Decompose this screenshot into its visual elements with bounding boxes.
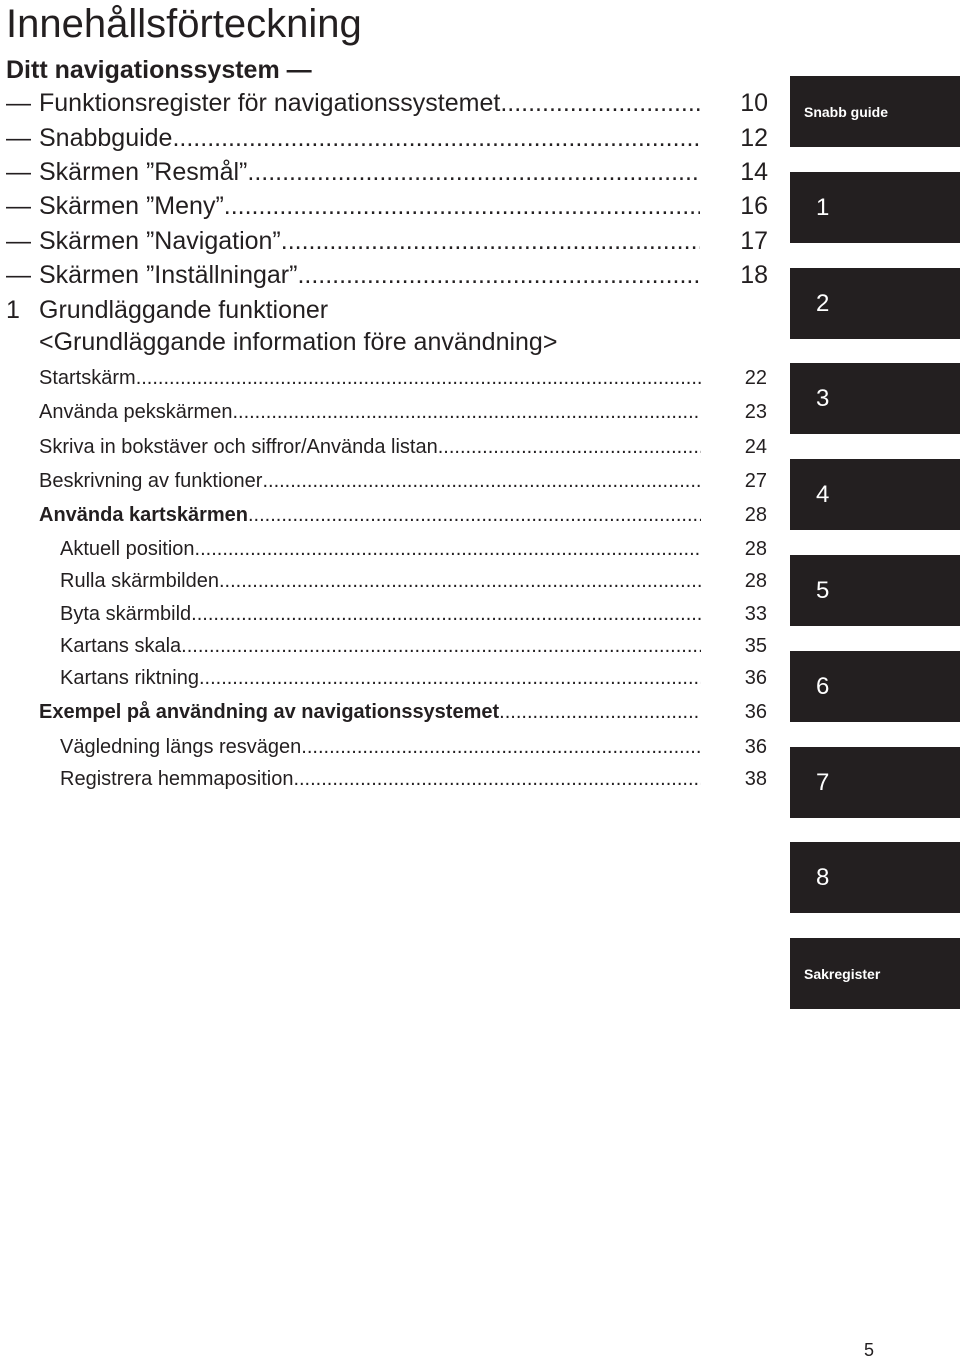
toc-entry-label: Skärmen ”Navigation” [39, 227, 281, 255]
toc-entry[interactable] [39, 697, 767, 727]
tab-chapter-4[interactable]: 4 [790, 459, 960, 530]
toc-entry-page: 38 [744, 768, 767, 790]
toc-entry-label: Vägledning längs resvägen [60, 736, 302, 758]
page-title: Innehållsförteckning [6, 2, 362, 46]
toc-entry[interactable] [6, 121, 768, 155]
toc-entry[interactable] [6, 86, 768, 120]
toc-entry-label: Kartans riktning [60, 667, 199, 689]
toc-entry-label: Använda kartskärmen [39, 504, 248, 526]
toc-entry-label: Beskrivning av funktioner [39, 470, 263, 492]
toc-entry-label: Skärmen ”Resmål” [39, 158, 248, 186]
tab-chapter-3[interactable]: 3 [790, 363, 960, 434]
toc-entry-page: 16 [740, 192, 768, 220]
leader-dots [172, 121, 700, 155]
toc-entry[interactable] [60, 764, 767, 794]
leader-dots [219, 566, 701, 596]
toc-entry-label: Startskärm [39, 367, 136, 389]
leader-dots [301, 732, 701, 762]
toc-entry-page: 28 [744, 570, 767, 592]
toc-entry-label: Kartans skala [60, 635, 182, 657]
chapter-subtitle: <Grundläggande information före användning> [39, 328, 558, 356]
tab-sakregister[interactable]: Sakregister [790, 938, 960, 1009]
leader-dots [297, 258, 700, 292]
leader-dots [293, 764, 701, 794]
toc-entry[interactable] [39, 466, 767, 496]
leader-dots [232, 397, 701, 427]
toc-entry-label: Snabbguide [39, 124, 173, 152]
chapter-number: 1 [6, 296, 20, 324]
toc-entry-dash: — [6, 89, 31, 117]
toc-entry[interactable] [6, 155, 768, 189]
toc-entry-label: Funktionsregister för navigationssystemet [39, 89, 501, 117]
tab-snabb-guide[interactable]: Snabb guide [790, 76, 960, 147]
toc-entry[interactable] [60, 566, 767, 596]
tab-chapter-2[interactable]: 2 [790, 268, 960, 339]
leader-dots [281, 224, 700, 258]
leader-dots [500, 86, 700, 120]
tab-chapter-7[interactable]: 7 [790, 747, 960, 818]
toc-entry-dash: — [6, 227, 31, 255]
toc-entry-page: 36 [744, 736, 767, 758]
toc-entry-page: 23 [744, 401, 767, 423]
toc-entry-dash: — [6, 124, 31, 152]
toc-entry-page: 22 [744, 367, 767, 389]
leader-dots [191, 599, 701, 629]
leader-dots [247, 155, 700, 189]
toc-entry[interactable] [39, 363, 767, 393]
toc-entry[interactable] [60, 599, 767, 629]
section-heading: Ditt navigationssystem — [6, 56, 312, 84]
toc-entry[interactable] [6, 258, 768, 292]
toc-entry[interactable] [60, 663, 767, 693]
toc-entry-label: Använda pekskärmen [39, 401, 233, 423]
toc-entry-page: 10 [740, 89, 768, 117]
page-number: 5 [863, 1340, 874, 1360]
toc-entry-dash: — [6, 261, 31, 289]
toc-entry-page: 17 [740, 227, 768, 255]
toc-entry-label: Skriva in bokstäver och siffror/Använda listan [39, 436, 438, 458]
toc-entry-page: 36 [744, 667, 767, 689]
leader-dots [195, 534, 701, 564]
toc-entry[interactable] [39, 500, 767, 530]
tab-chapter-8[interactable]: 8 [790, 842, 960, 913]
toc-entry-label: Exempel på användning av navigationssystemet [39, 701, 500, 723]
toc-entry-dash: — [6, 158, 31, 186]
toc-entry-page: 35 [744, 635, 767, 657]
toc-entry-label: Registrera hemmaposition [60, 768, 294, 790]
toc-entry-page: 27 [744, 470, 767, 492]
toc-entry[interactable] [39, 397, 767, 427]
chapter-tabs [790, 0, 960, 1361]
toc-entry-page: 28 [744, 504, 767, 526]
toc-entry-page: 14 [740, 158, 768, 186]
toc-entry-page: 18 [740, 261, 768, 289]
tab-chapter-6[interactable]: 6 [790, 651, 960, 722]
toc-entry-page: 24 [744, 436, 767, 458]
toc-entry[interactable] [6, 224, 768, 258]
leader-dots [499, 697, 701, 727]
toc-entry-page: 12 [740, 124, 768, 152]
leader-dots [262, 466, 701, 496]
leader-dots [181, 631, 701, 661]
toc-entry[interactable] [39, 432, 767, 462]
chapter-heading [6, 294, 328, 326]
leader-dots [224, 189, 700, 223]
toc-entry-label: Skärmen ”Inställningar” [39, 261, 298, 289]
tab-chapter-1[interactable]: 1 [790, 172, 960, 243]
tab-chapter-5[interactable]: 5 [790, 555, 960, 626]
toc-entry-page: 33 [744, 603, 767, 625]
toc-entry[interactable] [6, 189, 768, 223]
leader-dots [248, 500, 701, 530]
chapter-title: Grundläggande funktioner [39, 296, 329, 324]
toc-entry-page: 36 [744, 701, 767, 723]
leader-dots [438, 432, 701, 462]
toc-entry-label: Skärmen ”Meny” [39, 192, 224, 220]
leader-dots [199, 663, 701, 693]
toc-entry-label: Aktuell position [60, 538, 195, 560]
toc-entry[interactable] [60, 534, 767, 564]
toc-entry-label: Byta skärmbild [60, 603, 192, 625]
toc-entry-label: Rulla skärmbilden [60, 570, 219, 592]
toc-entry[interactable] [60, 732, 767, 762]
toc-entry-page: 28 [744, 538, 767, 560]
leader-dots [136, 363, 701, 393]
toc-entry[interactable] [60, 631, 767, 661]
toc-entry-dash: — [6, 192, 31, 220]
